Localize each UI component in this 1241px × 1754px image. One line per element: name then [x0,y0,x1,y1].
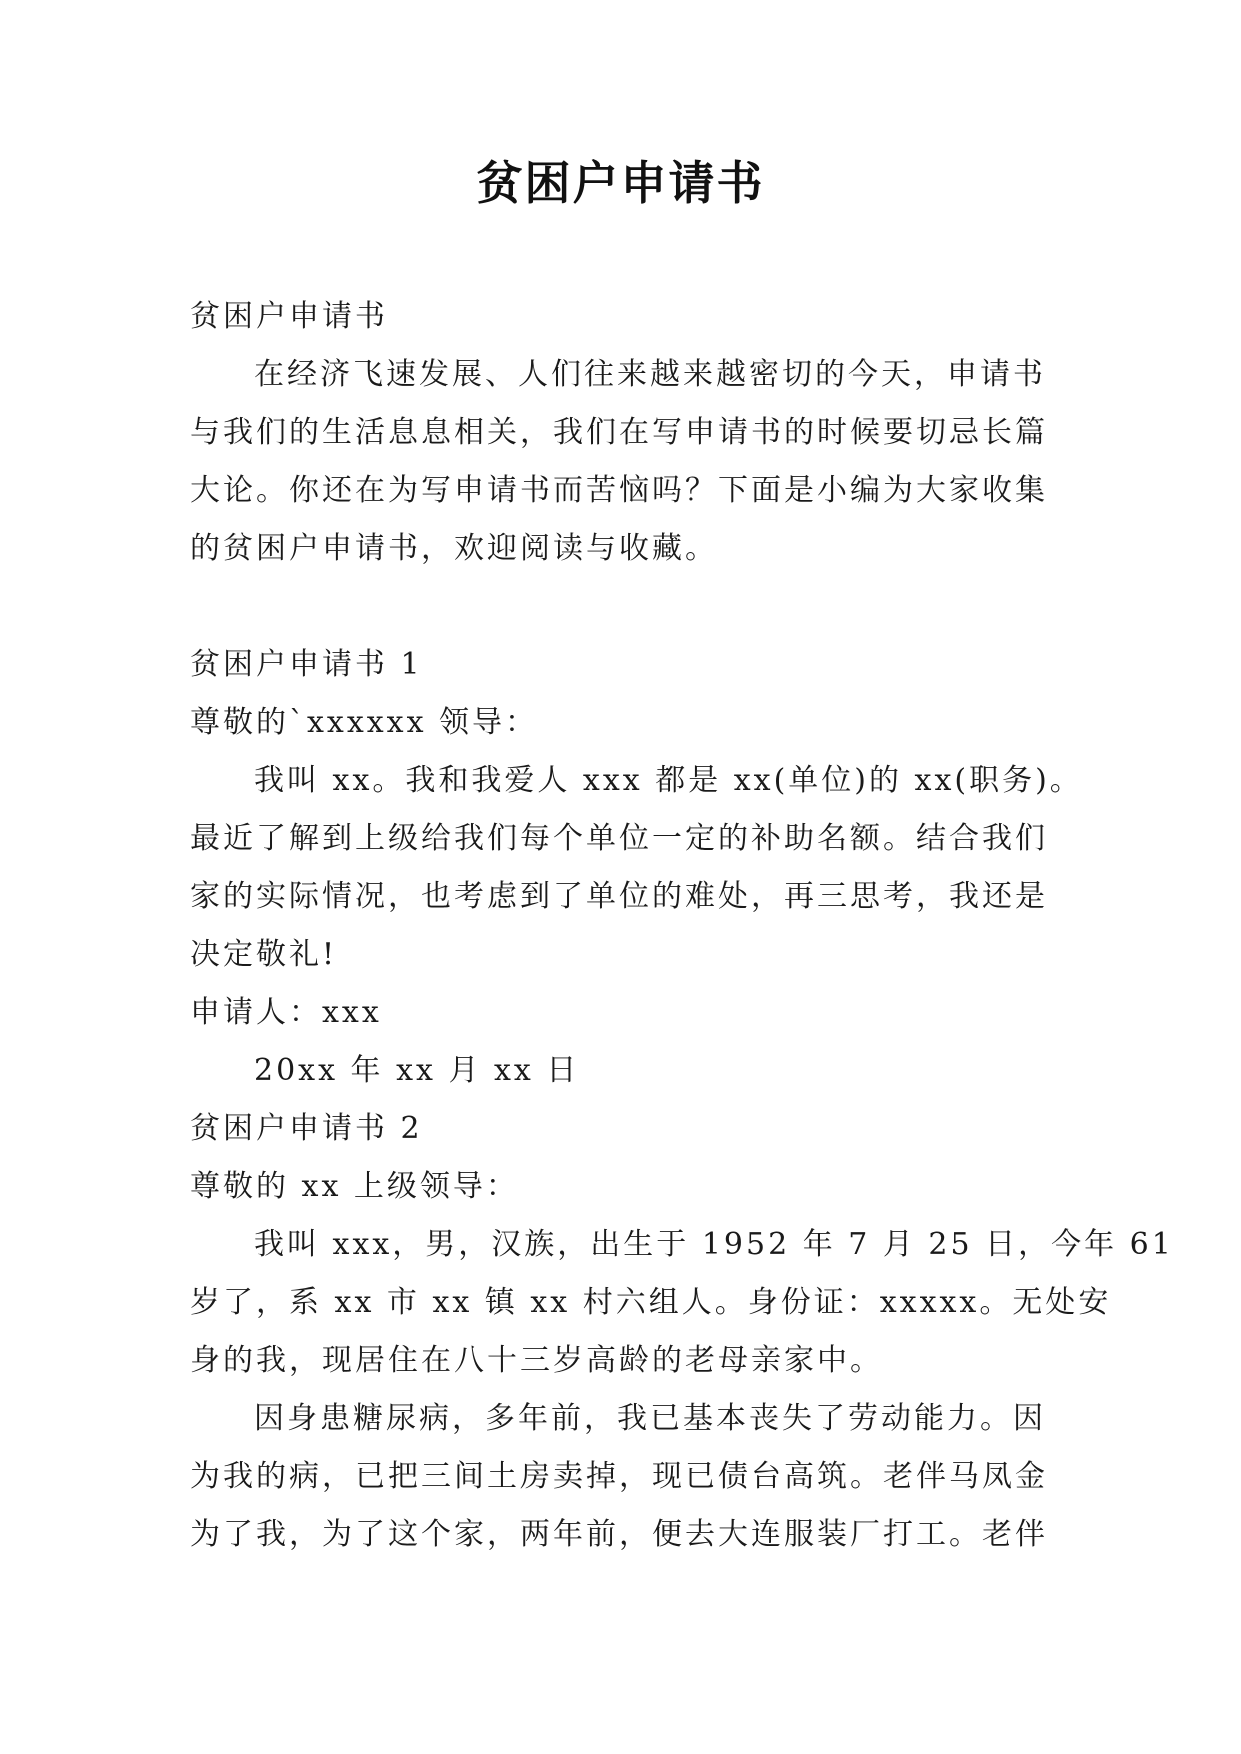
document-title: 贫困户申请书 [476,156,765,210]
section-heading-1: 贫困户申请书 1 [190,647,423,682]
intro-paragraph-line: 大论。你还在为写申请书而苦恼吗？下面是小编为大家收集 [190,473,1048,508]
document-body [190,288,1174,1564]
intro-paragraph-line: 与我们的生活息息相关，我们在写申请书的时候要切忌长篇 [190,415,1048,450]
letter-2-line: 身的我，现居住在八十三岁高龄的老母亲家中。 [190,1343,883,1378]
letter-1-line: 家的实际情况，也考虑到了单位的难处，再三思考，我还是 [190,879,1048,914]
letter-2-line: 因身患糖尿病，多年前，我已基本丧失了劳动能力。因 [254,1401,1046,1436]
intro-heading: 贫困户申请书 [190,299,388,334]
section-heading-2: 贫困户申请书 2 [190,1111,423,1146]
applicant-line: 申请人：xxx [190,995,382,1030]
salutation-1: 尊敬的`xxxxxx 领导： [190,705,539,740]
date-line: 20xx 年 xx 月 xx 日 [254,1053,580,1088]
letter-1-line: 决定敬礼! [190,937,338,972]
letter-2-line: 我叫 xxx，男，汉族，出生于 1952 年 7 月 25 日，今年 61 [254,1227,1174,1262]
intro-paragraph-line: 在经济飞速发展、人们往来越来越密切的今天，申请书 [254,357,1046,392]
letter-2-line: 为了我，为了这个家，两年前，便去大连服装厂打工。老伴 [190,1517,1048,1552]
letter-1-line: 最近了解到上级给我们每个单位一定的补助名额。结合我们 [190,821,1048,856]
letter-2-line: 岁了，系 xx 市 xx 镇 xx 村六组人。身份证：xxxxx。无处安 [190,1285,1112,1320]
letter-1-line: 我叫 xx。我和我爱人 xxx 都是 xx(单位)的 xx(职务)。 [254,763,1083,798]
section-gap [190,578,1060,636]
salutation-2: 尊敬的 xx 上级领导： [190,1169,519,1204]
letter-2-line: 为我的病，已把三间土房卖掉，现已债台高筑。老伴马凤金 [190,1459,1048,1494]
intro-paragraph-line: 的贫困户申请书，欢迎阅读与收藏。 [190,531,718,566]
